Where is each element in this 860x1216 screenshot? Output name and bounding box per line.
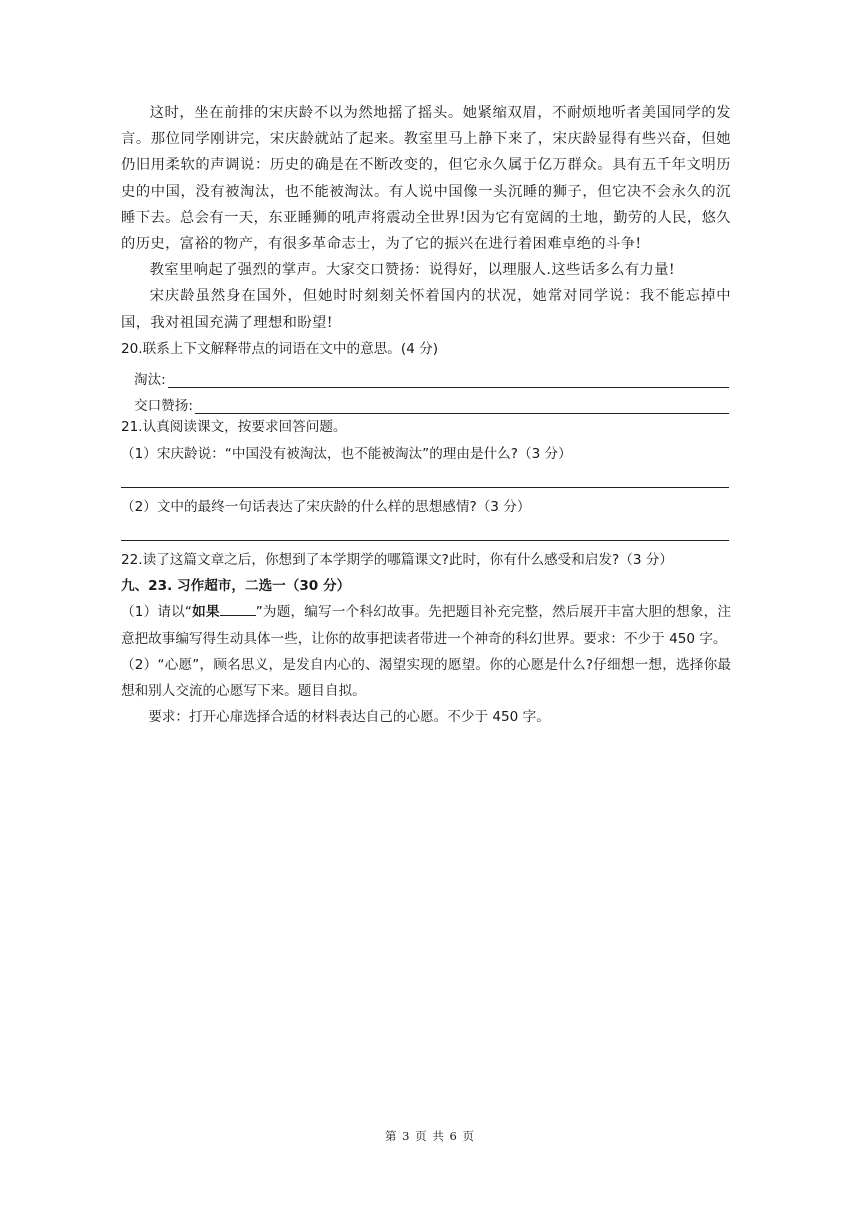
question-21-sub2: （2）文中的最终一句话表达了宋庆龄的什么样的思想感情?（3 分）	[121, 498, 531, 515]
q23-option-1-rest: ”为题，编写一个科幻故事。先把题目补充完整，然后展开丰富大胆的想象，注意把故事编写得生动具体一些，让你的故事把读者带进一个神奇的科幻世界。要求：不少于 450 字。	[121, 604, 732, 647]
q21-sub1-answer-line[interactable]	[121, 467, 729, 488]
passage-paragraph-3: 宋庆龄虽然身在国外，但她时时刻刻关怀着国内的状况，她常对同学说：我不能忘掉中国，我对祖国充满了理想和盼望!	[121, 288, 731, 331]
question-22-title: 22.读了这篇文章之后，你想到了本学期学的哪篇课文?此时，你有什么感受和启发?（3 分）	[121, 552, 673, 569]
q20-term2-label: 交口赞扬:	[134, 398, 193, 415]
q20-term1-row	[121, 362, 731, 388]
question-21-title: 21.认真阅读课文，按要求回答问题。	[121, 419, 347, 436]
question-23-title: 九、23. 习作超市，二选一（30 分）	[121, 578, 351, 595]
question-21-sub1: （1）宋庆龄说：“中国没有被淘汰，也不能被淘汰”的理由是什么?（3 分）	[121, 445, 572, 462]
q20-term1-label: 淘汰:	[134, 372, 166, 389]
q20-term2-answer-line[interactable]	[195, 395, 729, 414]
page-footer: 第 3 页 共 6 页	[385, 1129, 475, 1143]
q21-sub2-answer-line[interactable]	[121, 520, 729, 541]
q20-term2-row	[121, 388, 731, 414]
q23-requirement: 要求：打开心扉选择合适的材料表达自己的心愿。不少于 450 字。	[148, 709, 550, 726]
q23-title-blank[interactable]	[220, 601, 256, 616]
q20-term1-answer-line[interactable]	[168, 369, 729, 388]
q23-option-1-bold: 如果	[191, 604, 220, 621]
q23-option-2: （2）“心愿”，顾名思义，是发自内心的、渴望实现的愿望。你的心愿是什么?仔细想一想，选择你最想和别人交流的心愿写下来。题目自拟。	[121, 656, 731, 700]
page-content	[121, 100, 731, 730]
question-20-title: 20.联系上下文解释带点的词语在文中的意思。(4 分)	[121, 340, 439, 357]
q23-option-1-prefix: （1）请以“	[121, 604, 192, 621]
q23-option-1	[121, 599, 731, 651]
passage-paragraph-2: 教室里响起了强烈的掌声。大家交口赞扬：说得好，以理服人.这些话多么有力量!	[149, 262, 676, 279]
passage-paragraph-1: 这时，坐在前排的宋庆龄不以为然地摇了摇头。她紧缩双眉，不耐烦地听者美国同学的发言。那位同学刚讲完，宋庆龄就站了起来。教室里马上静下来了，宋庆龄显得有些兴奋，但她仍旧用柔软的声调说：历史的确是在不断改变的，但它永久属于亿万群众。具有五千年文明历史的中国，没有被淘汰，也不能被淘汰。有人说中国像一头沉睡的狮子，但它决不会永久的沉睡下去。总会有一天，东亚睡狮的吼声将震动全世界!因为它有宽阔的土地，勤劳的人民，悠久的历史，富裕的物产，有很多革命志士，为了它的振兴在进行着困难卓绝的斗争!	[121, 105, 731, 253]
